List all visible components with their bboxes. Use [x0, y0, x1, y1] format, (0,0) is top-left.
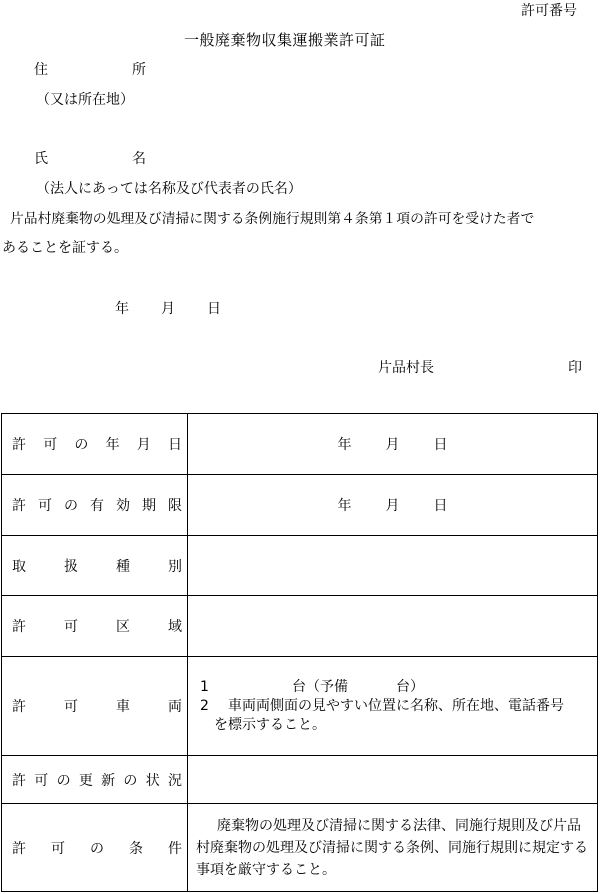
vehicles-value — [188, 657, 598, 756]
permit-date-year: 年 — [337, 437, 352, 453]
table-row-vehicles — [2, 657, 598, 756]
vehicles-label: 許 可 車 両 — [12, 699, 182, 715]
name-label-char-1: 氏 — [34, 151, 48, 167]
permit-area-value — [188, 596, 598, 657]
table-row-permit-area — [2, 596, 598, 657]
vehicles-item-1-unit2: 台） — [396, 678, 424, 695]
expiry-value — [188, 475, 598, 536]
vehicles-item-2-line-2: を標示すること。 — [214, 716, 326, 733]
table-row-conditions — [2, 804, 598, 892]
name-note: （法人にあっては名称及び代表者の氏名） — [36, 181, 302, 197]
mayor-label: 片品村長 — [378, 360, 434, 376]
renewal-value — [188, 756, 598, 804]
vehicles-item-2-number: 2 — [200, 697, 209, 714]
vehicles-item-2 — [188, 697, 597, 716]
permit-date-day: 日 — [433, 437, 448, 453]
address-label-char-2: 所 — [132, 62, 146, 78]
vehicles-label-cell — [2, 657, 188, 756]
address-label — [34, 61, 146, 79]
address-note: （又は所在地） — [36, 92, 134, 108]
table-row-renewal — [2, 756, 598, 804]
table-row-handling-type — [2, 536, 598, 596]
name-label-char-2: 名 — [132, 151, 146, 167]
table-row-permit-date — [2, 414, 598, 475]
permit-table — [1, 413, 598, 892]
issue-date-day: 日 — [207, 301, 221, 317]
handling-type-label: 取 扱 種 別 — [12, 558, 182, 575]
certification-line-1: 片品村廃棄物の処理及び清掃に関する条例施行規則第４条第１項の許可を受けた者で — [10, 211, 535, 227]
permit-area-label: 許 可 区 域 — [12, 619, 182, 635]
permit-number-label: 許可番号 — [521, 3, 577, 19]
permit-date-label: 許 可 の 年 月 日 — [12, 437, 182, 453]
expiry-year: 年 — [337, 498, 352, 514]
certification-line-2: あることを証する。 — [2, 240, 128, 256]
handling-type-value — [188, 536, 598, 596]
seal-mark: 印 — [568, 360, 582, 376]
vehicles-item-1 — [188, 678, 597, 697]
conditions-label-cell — [2, 804, 188, 892]
vehicles-item-1-number: 1 — [200, 678, 209, 695]
renewal-label-cell — [2, 756, 188, 804]
vehicles-item-2-line-1: 車両両側面の見やすい位置に名称、所在地、電話番号 — [228, 697, 564, 714]
permit-date-value — [188, 414, 598, 475]
expiry-label: 許 可 の 有 効 期 限 — [12, 498, 182, 514]
renewal-label: 許 可 の 更 新 の 状 況 — [12, 772, 182, 789]
expiry-label-cell — [2, 475, 188, 536]
vehicles-item-1-unit: 台（予備 — [292, 678, 348, 695]
conditions-value — [188, 804, 598, 892]
table-row-expiry — [2, 475, 598, 536]
issue-date — [115, 300, 221, 318]
permit-date-month: 月 — [385, 437, 400, 453]
permit-date-label-cell — [2, 414, 188, 475]
conditions-label: 許 可 の 条 件 — [12, 840, 182, 857]
expiry-day: 日 — [433, 498, 448, 514]
conditions-text: 廃棄物の処理及び清掃に関する法律、同施行規則及び片品村廃棄物の処理及び清掃に関する条例、同施行規則に規定する事項を厳守すること。 — [196, 817, 588, 878]
issue-date-month: 月 — [161, 301, 175, 317]
address-label-char-1: 住 — [34, 62, 48, 78]
handling-type-label-cell — [2, 536, 188, 596]
issue-date-year: 年 — [115, 301, 129, 317]
name-label — [34, 150, 146, 168]
expiry-month: 月 — [385, 498, 400, 514]
permit-area-label-cell — [2, 596, 188, 657]
document-title: 一般廃棄物収集運搬業許可証 — [184, 31, 386, 49]
